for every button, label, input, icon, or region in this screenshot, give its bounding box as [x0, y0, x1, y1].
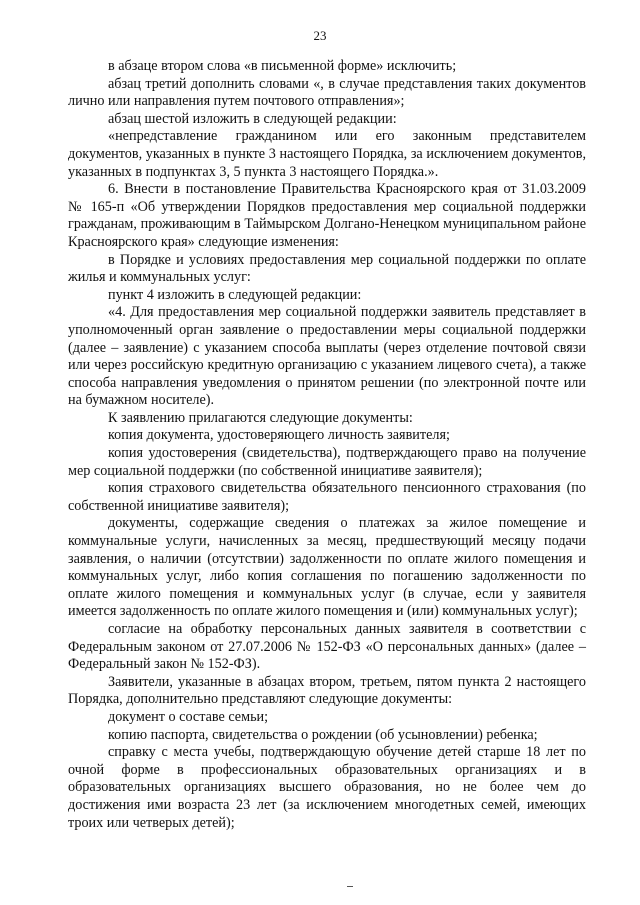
paragraph: копия страхового свидетельства обязательного пенсионного страхования (по собственной инициативе заявителя); [68, 480, 586, 514]
paragraph: копию паспорта, свидетельства о рождении (об усыновлении) ребенка; [108, 726, 538, 743]
paragraph: копия удостоверения (свидетельства), подтверждающего право на получение мер социальной поддержки (по собственной инициативе заявителя); [68, 445, 586, 479]
paragraph: документы, содержащие сведения о платежах за жилое помещение и коммунальные услуги, начисленных за месяц, предшествующий месяцу подачи заявления, о наличии (отсутствии) задолженности по оплате жилого помещения и коммунальных услуг, либо копия соглашения по погашению задолженности по оплате жилого помещения и коммунальных услуг (в случае, если у заявителя имеется задолженность по оплате жилого помещения и (или) коммунальных услуг); [68, 515, 586, 620]
scan-artifact [347, 886, 353, 887]
paragraph: в абзаце втором слова «в письменной форме» исключить; [108, 58, 457, 74]
paragraph: абзац шестой изложить в следующей редакции: [108, 110, 397, 127]
paragraph: 6. Внести в постановление Правительства Красноярского края от 31.03.2009 № 165-п «Об утверждении Порядков предоставления мер социальной поддержки гражданам, проживающим в Таймырском Долгано-Ненецком муниципальном районе Красноярского края» следующие изменения: [68, 181, 586, 250]
paragraph: пункт 4 изложить в следующей редакции: [108, 286, 362, 303]
paragraph: «непредставление гражданином или его законным представителем документов, указанных в пункте 3 настоящего Порядка, за исключением документов, указанных в подпунктах 3, 5 пункта 3 настоящего Порядка.». [68, 128, 586, 180]
page-number: 23 [313, 28, 327, 43]
paragraph: абзац третий дополнить словами «, в случае представления таких документов лично или направления путем почтового отправления»; [68, 75, 586, 110]
paragraph: «4. Для предоставления мер социальной поддержки заявитель представляет в уполномоченный орган заявление о предоставлении меры социальной поддержки (далее – заявление) с указанием способа выплаты (через отделение почтовой связи или через российскую кредитную организацию с указанием лицевого счета), а также способа направления уведомления о принятом решении (по электронной почте или на бумажном носителе). [68, 304, 586, 409]
paragraph: в Порядке и условиях предоставления мер социальной поддержки по оплате жилья и коммунальных услуг: [68, 251, 586, 286]
paragraph: Заявители, указанные в абзацах втором, третьем, пятом пункта 2 настоящего Порядка, дополнительно представляют следующие документы: [68, 673, 586, 708]
paragraph: копия документа, удостоверяющего личность заявителя; [108, 427, 450, 444]
paragraph: согласие на обработку персональных данных заявителя в соответствии с Федеральным законом от 27.07.2006 № 152-ФЗ «О персональных данных» (далее – Федеральный закон № 152-ФЗ). [68, 621, 586, 673]
document-body [68, 58, 586, 832]
paragraph: документ о составе семьи; [108, 708, 269, 725]
paragraph: К заявлению прилагаются следующие документы: [108, 409, 413, 426]
paragraph: справку с места учебы, подтверждающую обучение детей старше 18 лет по очной форме в профессиональных образовательных организациях и в образовательных организациях высшего образования, но не более чем до достижения ими возраста 23 лет (за исключением многодетных семей, имеющих троих или четверых детей); [68, 744, 586, 831]
